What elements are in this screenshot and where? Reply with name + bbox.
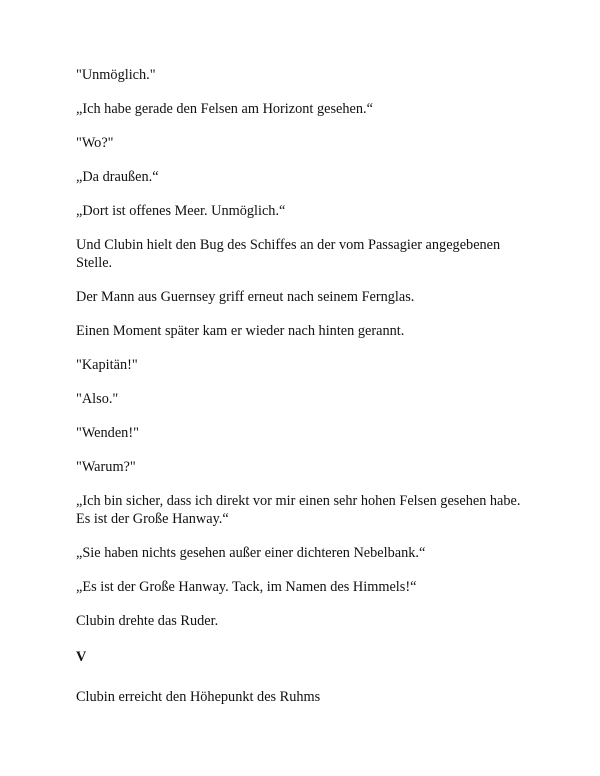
section-heading: V (76, 649, 87, 665)
paragraph-2: „Ich habe gerade den Felsen am Horizont gesehen.“ (76, 101, 373, 117)
paragraph-9: "Kapitän!" (76, 357, 138, 373)
paragraph-15: „Es ist der Große Hanway. Tack, im Namen des Himmels!“ (76, 579, 417, 595)
paragraph-10: "Also." (76, 391, 119, 407)
paragraph-7: Der Mann aus Guernsey griff erneut nach seinem Fernglas. (76, 289, 415, 305)
paragraph-14: „Sie haben nichts gesehen außer einer dichteren Nebelbank.“ (76, 545, 426, 561)
document-page (76, 66, 526, 722)
paragraph-13: „Ich bin sicher, dass ich direkt vor mir einen sehr hohen Felsen gesehen habe. Es ist der Große Hanway.“ (76, 493, 521, 527)
paragraph-4: „Da draußen.“ (76, 169, 159, 185)
paragraph-11: "Wenden!" (76, 425, 139, 441)
paragraph-12: "Warum?" (76, 459, 136, 475)
paragraph-1: "Unmöglich." (76, 67, 156, 83)
paragraph-5: „Dort ist offenes Meer. Unmöglich.“ (76, 203, 286, 219)
paragraph-6: Und Clubin hielt den Bug des Schiffes an der vom Passagier angegebenen Stelle. (76, 237, 501, 271)
paragraph-16: Clubin drehte das Ruder. (76, 613, 219, 629)
chapter-title: Clubin erreicht den Höhepunkt des Ruhms (76, 689, 321, 705)
paragraph-8: Einen Moment später kam er wieder nach hinten gerannt. (76, 323, 405, 339)
paragraph-3: "Wo?" (76, 135, 114, 151)
